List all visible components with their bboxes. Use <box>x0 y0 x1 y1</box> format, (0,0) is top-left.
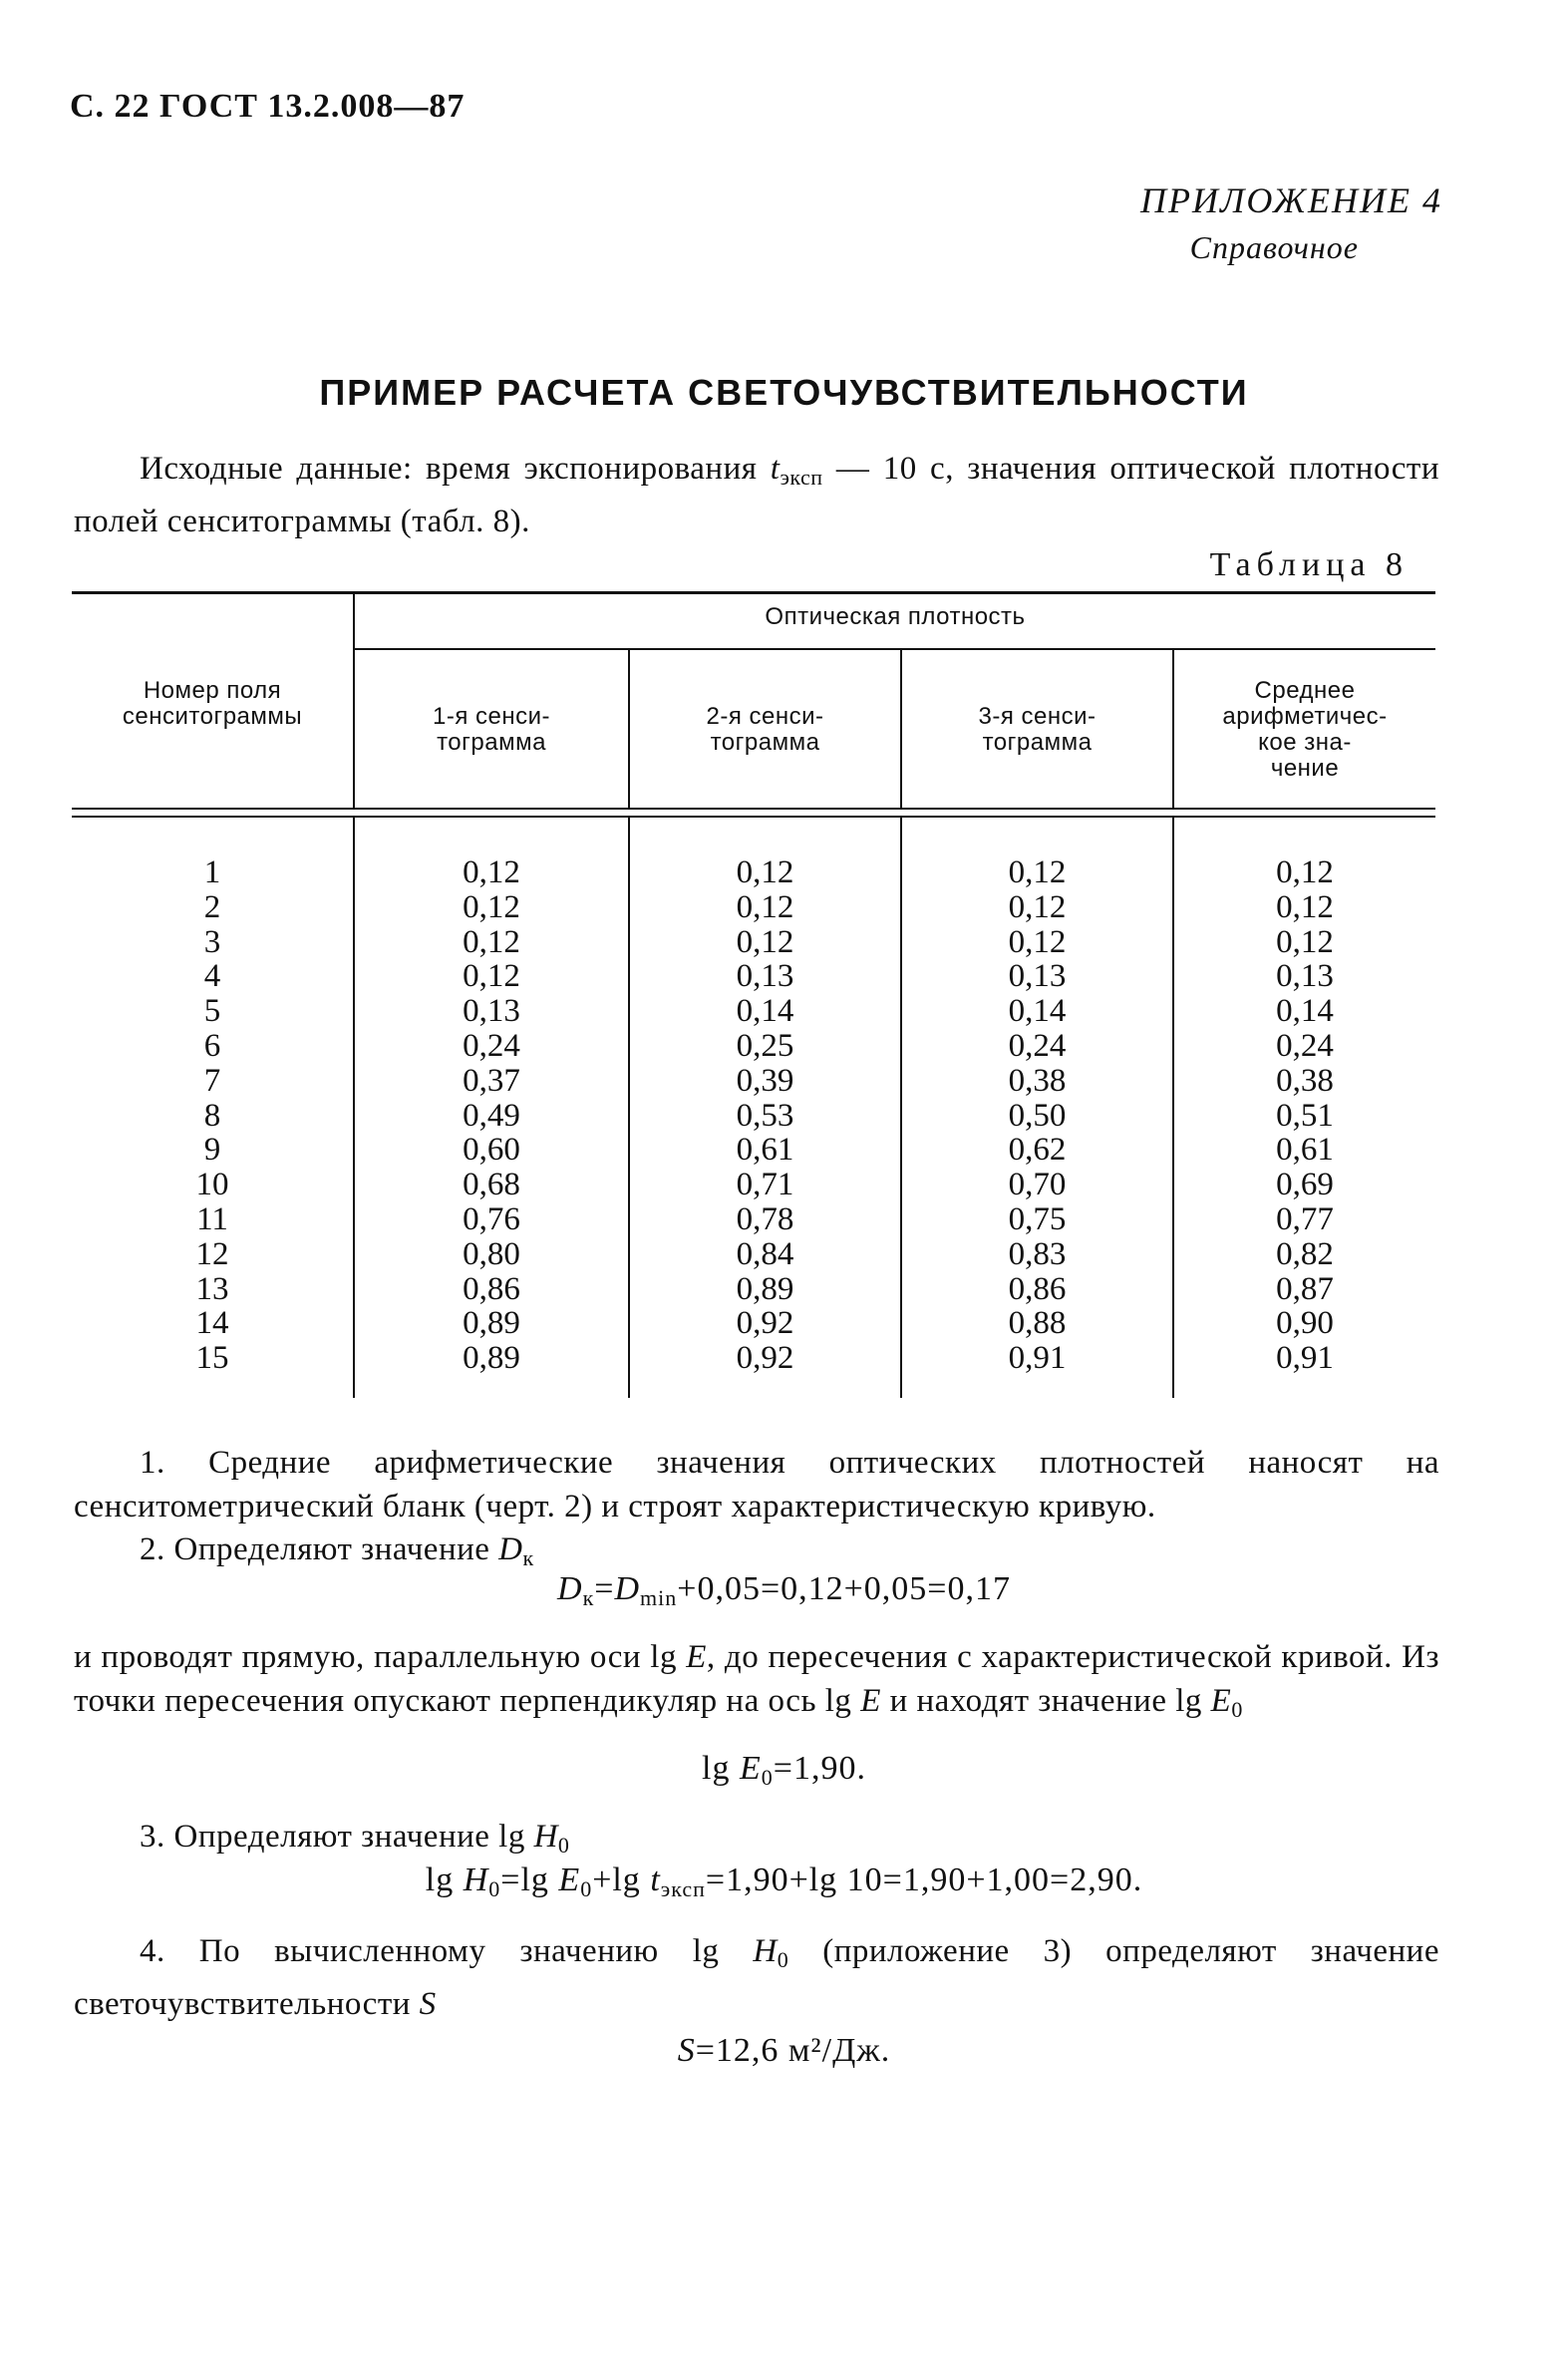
table-cell: 0,24 <box>1276 1027 1334 1064</box>
table-cell: 0,60 <box>463 1132 520 1169</box>
table-cell: 0,83 <box>1008 1235 1067 1272</box>
table-cell: 0,78 <box>736 1200 794 1237</box>
table-cell: 0,38 <box>1276 1062 1334 1099</box>
page-header: С. 22 ГОСТ 13.2.008—87 <box>70 88 466 125</box>
table-cell: 0,12 <box>1008 888 1067 925</box>
table-cell: 0,13 <box>1008 958 1067 995</box>
intro-text-2: — 10 с, значения оптической плотности полей сенситограммы (табл. 8). <box>74 451 1439 539</box>
table-cell: 0,24 <box>463 1027 520 1064</box>
table-header-sensitogram-2: 2-я сенси- тограмма <box>706 703 824 756</box>
table-cell: 2 <box>203 888 221 925</box>
table-cell: 0,80 <box>463 1235 520 1272</box>
table-cell: 0,89 <box>463 1305 520 1342</box>
table-cell: 0,24 <box>1008 1027 1067 1064</box>
table-cell: 0,12 <box>1008 923 1067 960</box>
table-cell: 0,25 <box>736 1027 794 1064</box>
step-2: 2. Определяют значение $D_к$ <box>140 1531 534 1570</box>
table-header-field-number: Номер поля сенситограммы <box>122 677 303 730</box>
table-label: Таблица 8 <box>1209 546 1409 583</box>
table-cell: 0,51 <box>1276 1097 1334 1134</box>
table-header-rule-1 <box>72 808 1435 810</box>
table-cell: 0,39 <box>736 1062 794 1099</box>
table-column-mean <box>1174 855 1435 1376</box>
appendix-subtitle: Справочное <box>1189 229 1359 265</box>
table-cell: 0,12 <box>1008 854 1067 890</box>
table-cell: 7 <box>203 1062 221 1099</box>
table-cell: 0,12 <box>736 854 794 890</box>
table-cell: 0,12 <box>463 854 520 890</box>
table-column-sensitogram-1 <box>355 855 628 1376</box>
table-cell: 0,90 <box>1276 1305 1334 1342</box>
table-cell: 0,12 <box>463 888 520 925</box>
formula-lg-e0: $\lg E_0=1,90$. <box>702 1750 866 1790</box>
table-cell: 0,13 <box>1276 958 1334 995</box>
table-cell: 0,12 <box>1276 923 1334 960</box>
table-cell: 0,87 <box>1276 1270 1334 1307</box>
table-cell: 0,88 <box>1008 1305 1067 1342</box>
table-header-sensitogram-3: 3-я сенси- тограмма <box>978 703 1097 756</box>
table-cell: 0,12 <box>1276 888 1334 925</box>
table-cell: 8 <box>203 1097 221 1134</box>
table-cell: 4 <box>203 958 221 995</box>
step-1: 1. Средние арифметические значения оптических плотностей наносят на сенситометрический бланк (черт. 2) и строят характеристическую кривую. <box>74 1445 1439 1524</box>
table-group-header: Оптическая плотность <box>765 603 1026 630</box>
table-top-rule <box>72 591 1435 594</box>
formula-dk: $D_к=D_{min}+0,05=0,12+0,05=0,17$ <box>557 1570 1011 1610</box>
table-cell: 0,12 <box>736 923 794 960</box>
table-cell: 15 <box>195 1340 229 1377</box>
intro-var-sub: эксп <box>780 465 823 490</box>
table-cell: 0,13 <box>736 958 794 995</box>
table-cell: 0,86 <box>1008 1270 1067 1307</box>
table-cell: 0,13 <box>463 993 520 1030</box>
section-title: ПРИМЕР РАСЧЕТА СВЕТОЧУВСТВИТЕЛЬНОСТИ <box>319 372 1249 413</box>
table-header-mean: Среднее арифметичес- кое зна- чение <box>1222 677 1388 782</box>
table-cell: 0,89 <box>736 1270 794 1307</box>
table-cell: 13 <box>195 1270 229 1307</box>
step-2-continued: и проводят прямую, параллельную оси lg E, до пересечения с характеристической кривой. Из точки пересечения опускают перпендикуляр на ось lg E и находят значение $\lg E_0$ <box>74 1639 1439 1722</box>
table-cell: 0,92 <box>736 1305 794 1342</box>
table-cell: 0,82 <box>1276 1235 1334 1272</box>
table-cell: 14 <box>195 1305 229 1342</box>
table-column-sensitogram-3 <box>902 855 1172 1376</box>
intro-paragraph <box>74 447 1439 543</box>
table-cell: 11 <box>196 1200 228 1237</box>
formula-lg-h0: $\lg H_0=\lg$ $E_0+\lg$ $t_{эксп}=1,90+\lg$ 10=1,90+1,00=2,90. <box>425 1862 1143 1901</box>
table-cell: 0,62 <box>1008 1132 1067 1169</box>
table-cell: 0,50 <box>1008 1097 1067 1134</box>
table-cell: 0,69 <box>1276 1167 1334 1203</box>
table-cell: 0,12 <box>1276 854 1334 890</box>
table-cell: 1 <box>203 854 221 890</box>
table-cell: 0,12 <box>463 958 520 995</box>
intro-var: t <box>770 451 781 487</box>
table-cell: 0,38 <box>1008 1062 1067 1099</box>
table-header-sensitogram-1: 1-я сенси- тограмма <box>432 703 550 756</box>
step-3: 3. Определяют значение $\lg H_0$ <box>140 1819 570 1858</box>
table-cell: 0,84 <box>736 1235 794 1272</box>
table-cell: 12 <box>195 1235 229 1272</box>
table-cell: 0,37 <box>463 1062 520 1099</box>
table-cell: 0,75 <box>1008 1200 1067 1237</box>
table-cell: 6 <box>203 1027 221 1064</box>
table-group-rule <box>354 648 1435 650</box>
table-cell: 0,61 <box>1276 1132 1334 1169</box>
table-cell: 0,76 <box>463 1200 520 1237</box>
table-cell: 0,92 <box>736 1340 794 1377</box>
table-cell: 0,61 <box>736 1132 794 1169</box>
step-4: 4. По вычисленному значению $\lg H_0$ (приложение 3) определяют значение светочувствительности S <box>74 1933 1439 2022</box>
table-cell: 0,91 <box>1008 1340 1067 1377</box>
table-cell: 5 <box>203 993 221 1030</box>
table-column-sensitogram-2 <box>630 855 900 1376</box>
table-cell: 0,12 <box>736 888 794 925</box>
table-cell: 0,14 <box>1276 993 1334 1030</box>
table-cell: 0,86 <box>463 1270 520 1307</box>
table-header-rule-2 <box>72 816 1435 818</box>
table-cell: 0,77 <box>1276 1200 1334 1237</box>
table-cell: 0,14 <box>1008 993 1067 1030</box>
table-cell: 9 <box>203 1132 221 1169</box>
table-cell: 10 <box>195 1167 229 1203</box>
table-cell: 3 <box>203 923 221 960</box>
formula-s: S=12,6 м²/Дж. <box>677 2032 891 2069</box>
table-cell: 0,53 <box>736 1097 794 1134</box>
table-column-field-number <box>72 855 353 1376</box>
table-cell: 0,68 <box>463 1167 520 1203</box>
table-cell: 0,49 <box>463 1097 520 1134</box>
intro-text-1: Исходные данные: время экспонирования <box>140 451 771 487</box>
appendix-title: ПРИЛОЖЕНИЕ 4 <box>1140 180 1442 220</box>
table-cell: 0,70 <box>1008 1167 1067 1203</box>
table-cell: 0,71 <box>736 1167 794 1203</box>
table-cell: 0,89 <box>463 1340 520 1377</box>
table-cell: 0,12 <box>463 923 520 960</box>
table-cell: 0,14 <box>736 993 794 1030</box>
table-cell: 0,91 <box>1276 1340 1334 1377</box>
